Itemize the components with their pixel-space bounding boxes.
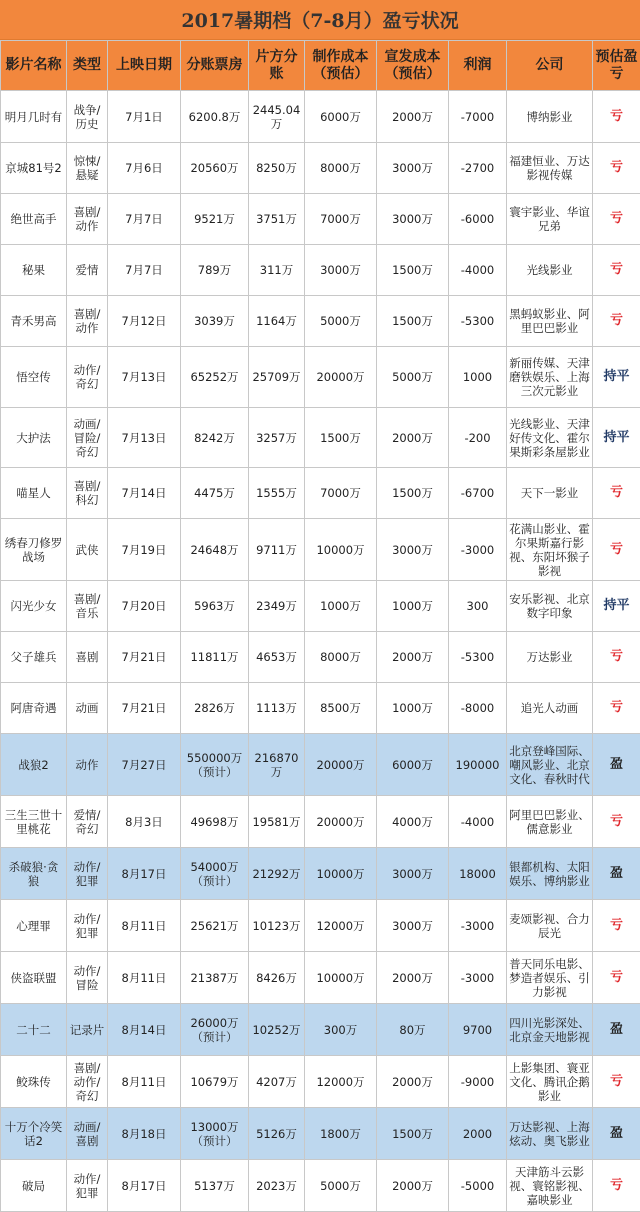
table-row	[1, 1108, 640, 1160]
genre-cell: 喜剧	[67, 632, 108, 683]
film-name-cell: 三生三世十里桃花	[1, 796, 67, 848]
production-cost-cell: 5000万	[305, 296, 377, 347]
studio-share-cell: 10123万	[249, 900, 305, 952]
box-office-value: 20560万	[183, 161, 246, 175]
release-date-cell: 7月6日	[108, 143, 181, 194]
result-cell: 亏	[593, 900, 640, 952]
release-date-cell: 8月11日	[108, 900, 181, 952]
company-cell: 博纳影业	[507, 91, 593, 143]
table-row	[1, 683, 640, 734]
result-cell: 亏	[593, 796, 640, 848]
table-row	[1, 296, 640, 347]
box-office-value: 25621万	[183, 919, 246, 933]
company-cell: 万达影视、上海炫动、奥飞影业	[507, 1108, 593, 1160]
header-row	[1, 41, 640, 91]
film-name-cell: 绣春刀修罗战场	[1, 519, 67, 581]
result-cell: 亏	[593, 519, 640, 581]
profit-cell: -4000	[449, 245, 507, 296]
header-studio-share: 片方分账	[249, 41, 305, 91]
box-office-value: 10679万	[183, 1075, 246, 1089]
production-cost-cell: 12000万	[305, 1056, 377, 1108]
promo-cost-cell: 1500万	[377, 1108, 449, 1160]
film-name-cell: 二十二	[1, 1004, 67, 1056]
table-row	[1, 632, 640, 683]
film-name-cell: 绝世高手	[1, 194, 67, 245]
result-cell: 持平	[593, 347, 640, 408]
release-date-cell: 8月17日	[108, 1160, 181, 1212]
release-date-cell: 7月27日	[108, 734, 181, 796]
genre-cell: 动作/犯罪	[67, 1160, 108, 1212]
box-office-cell	[181, 1108, 249, 1160]
table-row	[1, 1056, 640, 1108]
genre-cell: 武侠	[67, 519, 108, 581]
box-office-cell	[181, 1004, 249, 1056]
film-name-cell: 十万个冷笑话2	[1, 1108, 67, 1160]
box-office-cell	[181, 519, 249, 581]
result-cell: 亏	[593, 194, 640, 245]
box-office-value: 24648万	[183, 543, 246, 557]
film-name-cell: 阿唐奇遇	[1, 683, 67, 734]
genre-cell: 记录片	[67, 1004, 108, 1056]
box-office-cell	[181, 143, 249, 194]
studio-share-cell: 311万	[249, 245, 305, 296]
header-result: 预估盈亏	[593, 41, 640, 91]
promo-cost-cell: 5000万	[377, 347, 449, 408]
film-name-cell: 秘果	[1, 245, 67, 296]
company-cell: 福建恒业、万达影视传媒	[507, 143, 593, 194]
profit-cell: -5300	[449, 632, 507, 683]
film-name-cell: 闪光少女	[1, 581, 67, 632]
production-cost-cell: 10000万	[305, 848, 377, 900]
promo-cost-cell: 3000万	[377, 900, 449, 952]
production-cost-cell: 12000万	[305, 900, 377, 952]
result-cell: 亏	[593, 296, 640, 347]
box-office-value: 3039万	[183, 314, 246, 328]
table-row	[1, 900, 640, 952]
box-office-cell	[181, 900, 249, 952]
release-date-cell: 7月19日	[108, 519, 181, 581]
release-date-cell: 8月14日	[108, 1004, 181, 1056]
company-cell: 天下一影业	[507, 468, 593, 519]
production-cost-cell: 1800万	[305, 1108, 377, 1160]
company-cell: 光线影业、天津好传文化、霍尔果斯彩条屋影业	[507, 408, 593, 468]
box-office-value: 2826万	[183, 701, 246, 715]
box-office-value: 65252万	[183, 370, 246, 384]
production-cost-cell: 5000万	[305, 1160, 377, 1212]
company-cell: 北京登峰国际、嘲风影业、北京文化、春秋时代	[507, 734, 593, 796]
box-office-value: 5137万	[183, 1179, 246, 1193]
company-cell: 万达影业	[507, 632, 593, 683]
company-cell: 四川光影深处、北京金天地影视	[507, 1004, 593, 1056]
promo-cost-cell: 2000万	[377, 91, 449, 143]
profit-cell: 2000	[449, 1108, 507, 1160]
promo-cost-cell: 1500万	[377, 245, 449, 296]
promo-cost-cell: 2000万	[377, 632, 449, 683]
box-office-note: （预计）	[183, 874, 246, 888]
release-date-cell: 7月13日	[108, 408, 181, 468]
header-box-office: 分账票房	[181, 41, 249, 91]
box-office-value: 21387万	[183, 971, 246, 985]
profit-cell: 190000	[449, 734, 507, 796]
company-cell: 上影集团、寰亚文化、腾讯企鹅影业	[507, 1056, 593, 1108]
production-cost-cell: 6000万	[305, 91, 377, 143]
film-name-cell: 鲛珠传	[1, 1056, 67, 1108]
studio-share-cell: 1164万	[249, 296, 305, 347]
profit-cell: -2700	[449, 143, 507, 194]
table-row	[1, 91, 640, 143]
box-office-cell	[181, 91, 249, 143]
header-production-cost: 制作成本（预估）	[305, 41, 377, 91]
header-film-name: 影片名称	[1, 41, 67, 91]
company-cell: 新丽传媒、天津磨铁娱乐、上海三次元影业	[507, 347, 593, 408]
production-cost-cell: 20000万	[305, 347, 377, 408]
box-office-cell	[181, 296, 249, 347]
production-cost-cell: 10000万	[305, 519, 377, 581]
profit-cell: 18000	[449, 848, 507, 900]
table-row	[1, 581, 640, 632]
promo-cost-cell: 80万	[377, 1004, 449, 1056]
company-cell: 花满山影业、霍尔果斯嘉行影视、东阳坏猴子影视	[507, 519, 593, 581]
company-cell: 天津筋斗云影视、寰铭影视、嘉映影业	[507, 1160, 593, 1212]
box-office-cell	[181, 734, 249, 796]
profit-cell: -4000	[449, 796, 507, 848]
box-office-cell	[181, 468, 249, 519]
company-cell: 普天同乐电影、梦造者娱乐、引力影视	[507, 952, 593, 1004]
box-office-value: 49698万	[183, 815, 246, 829]
studio-share-cell: 25709万	[249, 347, 305, 408]
result-cell: 盈	[593, 734, 640, 796]
table-row	[1, 347, 640, 408]
result-cell: 亏	[593, 245, 640, 296]
film-name-cell: 父子雄兵	[1, 632, 67, 683]
box-office-value: 5963万	[183, 599, 246, 613]
production-cost-cell: 3000万	[305, 245, 377, 296]
profit-cell: -7000	[449, 91, 507, 143]
studio-share-cell: 10252万	[249, 1004, 305, 1056]
release-date-cell: 8月3日	[108, 796, 181, 848]
genre-cell: 爱情/奇幻	[67, 796, 108, 848]
film-name-cell: 悟空传	[1, 347, 67, 408]
production-cost-cell: 7000万	[305, 194, 377, 245]
release-date-cell: 7月12日	[108, 296, 181, 347]
production-cost-cell: 1000万	[305, 581, 377, 632]
studio-share-cell: 19581万	[249, 796, 305, 848]
profit-cell: -6700	[449, 468, 507, 519]
genre-cell: 喜剧/动作/奇幻	[67, 1056, 108, 1108]
table-row	[1, 796, 640, 848]
header-company: 公司	[507, 41, 593, 91]
promo-cost-cell: 1000万	[377, 581, 449, 632]
table-row	[1, 848, 640, 900]
release-date-cell: 8月18日	[108, 1108, 181, 1160]
studio-share-cell: 3257万	[249, 408, 305, 468]
result-cell: 盈	[593, 1004, 640, 1056]
film-name-cell: 战狼2	[1, 734, 67, 796]
promo-cost-cell: 1000万	[377, 683, 449, 734]
result-cell: 亏	[593, 1056, 640, 1108]
box-office-value: 4475万	[183, 486, 246, 500]
box-office-value: 789万	[183, 263, 246, 277]
film-name-cell: 侠盗联盟	[1, 952, 67, 1004]
result-cell: 亏	[593, 91, 640, 143]
promo-cost-cell: 3000万	[377, 519, 449, 581]
company-cell: 阿里巴巴影业、儒意影业	[507, 796, 593, 848]
genre-cell: 动作/冒险	[67, 952, 108, 1004]
box-office-value: 550000万	[183, 751, 246, 765]
promo-cost-cell: 6000万	[377, 734, 449, 796]
studio-share-cell: 1113万	[249, 683, 305, 734]
company-cell: 追光人动画	[507, 683, 593, 734]
box-office-cell	[181, 245, 249, 296]
studio-share-cell: 2023万	[249, 1160, 305, 1212]
production-cost-cell: 20000万	[305, 734, 377, 796]
genre-cell: 喜剧/动作	[67, 194, 108, 245]
genre-cell: 动画/喜剧	[67, 1108, 108, 1160]
company-cell: 光线影业	[507, 245, 593, 296]
promo-cost-cell: 4000万	[377, 796, 449, 848]
box-office-cell	[181, 408, 249, 468]
genre-cell: 动作/犯罪	[67, 900, 108, 952]
box-office-cell	[181, 194, 249, 245]
promo-cost-cell: 1500万	[377, 296, 449, 347]
box-office-cell	[181, 683, 249, 734]
company-cell: 麦颂影视、合力辰光	[507, 900, 593, 952]
studio-share-cell: 8426万	[249, 952, 305, 1004]
studio-share-cell: 3751万	[249, 194, 305, 245]
table-row	[1, 519, 640, 581]
profit-cell: 1000	[449, 347, 507, 408]
box-office-cell	[181, 581, 249, 632]
promo-cost-cell: 2000万	[377, 408, 449, 468]
promo-cost-cell: 2000万	[377, 1160, 449, 1212]
box-office-note: （预计）	[183, 1030, 246, 1044]
studio-share-cell: 1555万	[249, 468, 305, 519]
genre-cell: 动作/奇幻	[67, 347, 108, 408]
table-row	[1, 1004, 640, 1056]
studio-share-cell: 9711万	[249, 519, 305, 581]
box-office-value: 9521万	[183, 212, 246, 226]
production-cost-cell: 10000万	[305, 952, 377, 1004]
box-office-value: 8242万	[183, 431, 246, 445]
genre-cell: 惊悚/悬疑	[67, 143, 108, 194]
table-row	[1, 245, 640, 296]
profit-cell: -3000	[449, 900, 507, 952]
box-office-value: 11811万	[183, 650, 246, 664]
release-date-cell: 8月17日	[108, 848, 181, 900]
table-title: 2017暑期档（7-8月）盈亏状况	[0, 0, 640, 40]
genre-cell: 动作/犯罪	[67, 848, 108, 900]
genre-cell: 喜剧/音乐	[67, 581, 108, 632]
release-date-cell: 7月20日	[108, 581, 181, 632]
result-cell: 盈	[593, 848, 640, 900]
box-office-cell	[181, 1056, 249, 1108]
result-cell: 亏	[593, 632, 640, 683]
film-name-cell: 杀破狼·贪狼	[1, 848, 67, 900]
promo-cost-cell: 3000万	[377, 143, 449, 194]
genre-cell: 喜剧/科幻	[67, 468, 108, 519]
studio-share-cell: 4653万	[249, 632, 305, 683]
profit-cell: -5300	[449, 296, 507, 347]
release-date-cell: 8月11日	[108, 952, 181, 1004]
header-genre: 类型	[67, 41, 108, 91]
box-office-cell	[181, 848, 249, 900]
studio-share-cell: 8250万	[249, 143, 305, 194]
profit-cell: -5000	[449, 1160, 507, 1212]
table-row	[1, 194, 640, 245]
studio-share-cell: 2349万	[249, 581, 305, 632]
film-name-cell: 破局	[1, 1160, 67, 1212]
release-date-cell: 7月13日	[108, 347, 181, 408]
box-office-value: 6200.8万	[183, 110, 246, 124]
film-name-cell: 喵星人	[1, 468, 67, 519]
box-office-cell	[181, 632, 249, 683]
profit-cell: 9700	[449, 1004, 507, 1056]
box-office-table	[0, 40, 640, 1212]
production-cost-cell: 7000万	[305, 468, 377, 519]
genre-cell: 动画	[67, 683, 108, 734]
film-name-cell: 京城81号2	[1, 143, 67, 194]
genre-cell: 战争/历史	[67, 91, 108, 143]
header-profit: 利润	[449, 41, 507, 91]
promo-cost-cell: 2000万	[377, 1056, 449, 1108]
profit-cell: -6000	[449, 194, 507, 245]
release-date-cell: 7月21日	[108, 683, 181, 734]
studio-share-cell: 4207万	[249, 1056, 305, 1108]
result-cell: 亏	[593, 143, 640, 194]
table-row	[1, 408, 640, 468]
table-row	[1, 143, 640, 194]
promo-cost-cell: 3000万	[377, 848, 449, 900]
profit-cell: 300	[449, 581, 507, 632]
company-cell: 寰宇影业、华谊兄弟	[507, 194, 593, 245]
box-office-value: 54000万	[183, 860, 246, 874]
production-cost-cell: 1500万	[305, 408, 377, 468]
result-cell: 持平	[593, 408, 640, 468]
film-name-cell: 心理罪	[1, 900, 67, 952]
header-release-date: 上映日期	[108, 41, 181, 91]
release-date-cell: 7月14日	[108, 468, 181, 519]
release-date-cell: 7月7日	[108, 194, 181, 245]
box-office-note: （预计）	[183, 1134, 246, 1148]
table-row	[1, 1160, 640, 1212]
box-office-cell	[181, 796, 249, 848]
genre-cell: 动画/冒险/奇幻	[67, 408, 108, 468]
profit-cell: -8000	[449, 683, 507, 734]
genre-cell: 喜剧/动作	[67, 296, 108, 347]
profit-cell: -3000	[449, 952, 507, 1004]
release-date-cell: 7月1日	[108, 91, 181, 143]
result-cell: 亏	[593, 952, 640, 1004]
table-row	[1, 734, 640, 796]
profit-cell: -9000	[449, 1056, 507, 1108]
production-cost-cell: 8000万	[305, 632, 377, 683]
profit-cell: -3000	[449, 519, 507, 581]
film-name-cell: 明月几时有	[1, 91, 67, 143]
result-cell: 亏	[593, 1160, 640, 1212]
production-cost-cell: 8500万	[305, 683, 377, 734]
header-promo-cost: 宣发成本（预估）	[377, 41, 449, 91]
table-row	[1, 468, 640, 519]
table-row	[1, 952, 640, 1004]
promo-cost-cell: 1500万	[377, 468, 449, 519]
production-cost-cell: 8000万	[305, 143, 377, 194]
studio-share-cell: 216870万	[249, 734, 305, 796]
box-office-cell	[181, 347, 249, 408]
result-cell: 亏	[593, 683, 640, 734]
promo-cost-cell: 2000万	[377, 952, 449, 1004]
box-office-cell	[181, 1160, 249, 1212]
company-cell: 黑蚂蚁影业、阿里巴巴影业	[507, 296, 593, 347]
studio-share-cell: 21292万	[249, 848, 305, 900]
release-date-cell: 7月21日	[108, 632, 181, 683]
result-cell: 持平	[593, 581, 640, 632]
film-name-cell: 大护法	[1, 408, 67, 468]
box-office-value: 26000万	[183, 1016, 246, 1030]
company-cell: 安乐影视、北京数字印象	[507, 581, 593, 632]
release-date-cell: 7月7日	[108, 245, 181, 296]
genre-cell: 动作	[67, 734, 108, 796]
company-cell: 银都机构、太阳娱乐、博纳影业	[507, 848, 593, 900]
box-office-cell	[181, 952, 249, 1004]
production-cost-cell: 300万	[305, 1004, 377, 1056]
box-office-note: （预计）	[183, 765, 246, 779]
genre-cell: 爱情	[67, 245, 108, 296]
film-name-cell: 青禾男高	[1, 296, 67, 347]
box-office-value: 13000万	[183, 1120, 246, 1134]
result-cell: 亏	[593, 468, 640, 519]
promo-cost-cell: 3000万	[377, 194, 449, 245]
studio-share-cell: 2445.04万	[249, 91, 305, 143]
profit-cell: -200	[449, 408, 507, 468]
studio-share-cell: 5126万	[249, 1108, 305, 1160]
release-date-cell: 8月11日	[108, 1056, 181, 1108]
result-cell: 盈	[593, 1108, 640, 1160]
production-cost-cell: 20000万	[305, 796, 377, 848]
